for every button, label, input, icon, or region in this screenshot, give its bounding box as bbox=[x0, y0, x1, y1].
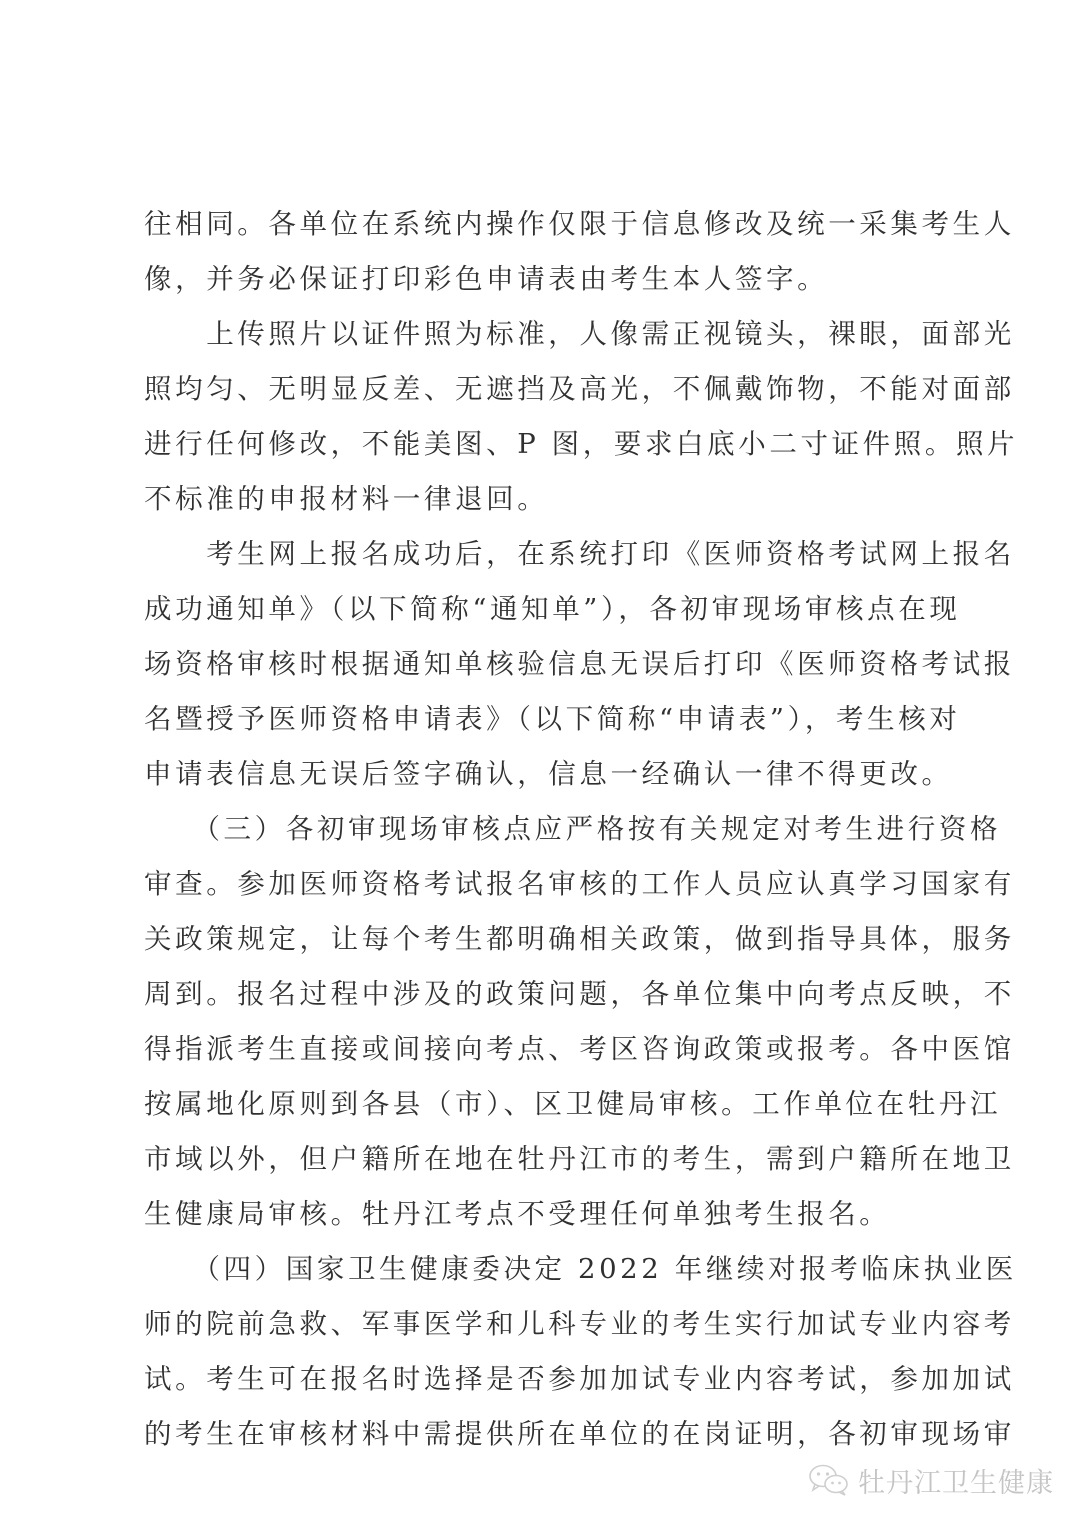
text-line: 市域以外，但户籍所在地在牡丹江市的考生，需到户籍所在地卫 bbox=[144, 1143, 1015, 1175]
text-line: 关政策规定，让每个考生都明确相关政策，做到指导具体，服务 bbox=[144, 923, 1015, 955]
text-line: 不标准的申报材料一律退回。 bbox=[144, 483, 549, 515]
text-line: 得指派考生直接或间接向考点、考区咨询政策或报考。各中医馆 bbox=[144, 1033, 1015, 1065]
text-line: 试。考生可在报名时选择是否参加加试专业内容考试，参加加试 bbox=[144, 1363, 1015, 1395]
text-line: 像，并务必保证打印彩色申请表由考生本人签字。 bbox=[144, 263, 829, 295]
text-line: 按属地化原则到各县（市）、区卫健局审核。工作单位在牡丹江 bbox=[144, 1088, 1002, 1120]
text-line: 师的院前急救、军事医学和儿科专业的考生实行加试专业内容考 bbox=[144, 1308, 1015, 1340]
text-line: 照均匀、无明显反差、无遮挡及高光，不佩戴饰物，不能对面部 bbox=[144, 373, 1015, 405]
section-four: （四）国家卫生健康委决定 2022 年继续对报考临床执业医 bbox=[144, 1253, 1017, 1285]
watermark bbox=[808, 1462, 1054, 1498]
text-line: 审查。参加医师资格考试报名审核的工作人员应认真学习国家有 bbox=[144, 868, 1015, 900]
text-line: 场资格审核时根据通知单核验信息无误后打印《医师资格考试报 bbox=[144, 648, 1015, 680]
text-line: 往相同。各单位在系统内操作仅限于信息修改及统一采集考生人 bbox=[144, 208, 1015, 240]
text-line: 生健康局审核。牡丹江考点不受理任何单独考生报名。 bbox=[144, 1198, 891, 1230]
watermark-text: 牡丹江卫生健康 bbox=[858, 1467, 1054, 1499]
text-line: 的考生在审核材料中需提供所在单位的在岗证明，各初审现场审 bbox=[144, 1418, 1015, 1450]
section-three: （三）各初审现场审核点应严格按有关规定对考生进行资格 bbox=[144, 813, 1002, 845]
paragraph-photo-requirements: 上传照片以证件照为标准，人像需正视镜头，裸眼，面部光 bbox=[144, 318, 1015, 350]
text-line: 进行任何修改，不能美图、P 图，要求白底小二寸证件照。照片 bbox=[144, 428, 1019, 460]
wechat-icon bbox=[808, 1463, 850, 1497]
paragraph-online-registration: 考生网上报名成功后，在系统打印《医师资格考试网上报名 bbox=[144, 538, 1015, 570]
document-body bbox=[144, 197, 1019, 1462]
text-line: 申请表信息无误后签字确认，信息一经确认一律不得更改。 bbox=[144, 758, 953, 790]
text-line: 名暨授予医师资格申请表》（以下简称“申请表”），考生核对 bbox=[144, 703, 961, 735]
text-line: 成功通知单》（以下简称“通知单”），各初审现场审核点在现 bbox=[144, 593, 961, 625]
text-line: 周到。报名过程中涉及的政策问题，各单位集中向考点反映，不 bbox=[144, 978, 1015, 1010]
